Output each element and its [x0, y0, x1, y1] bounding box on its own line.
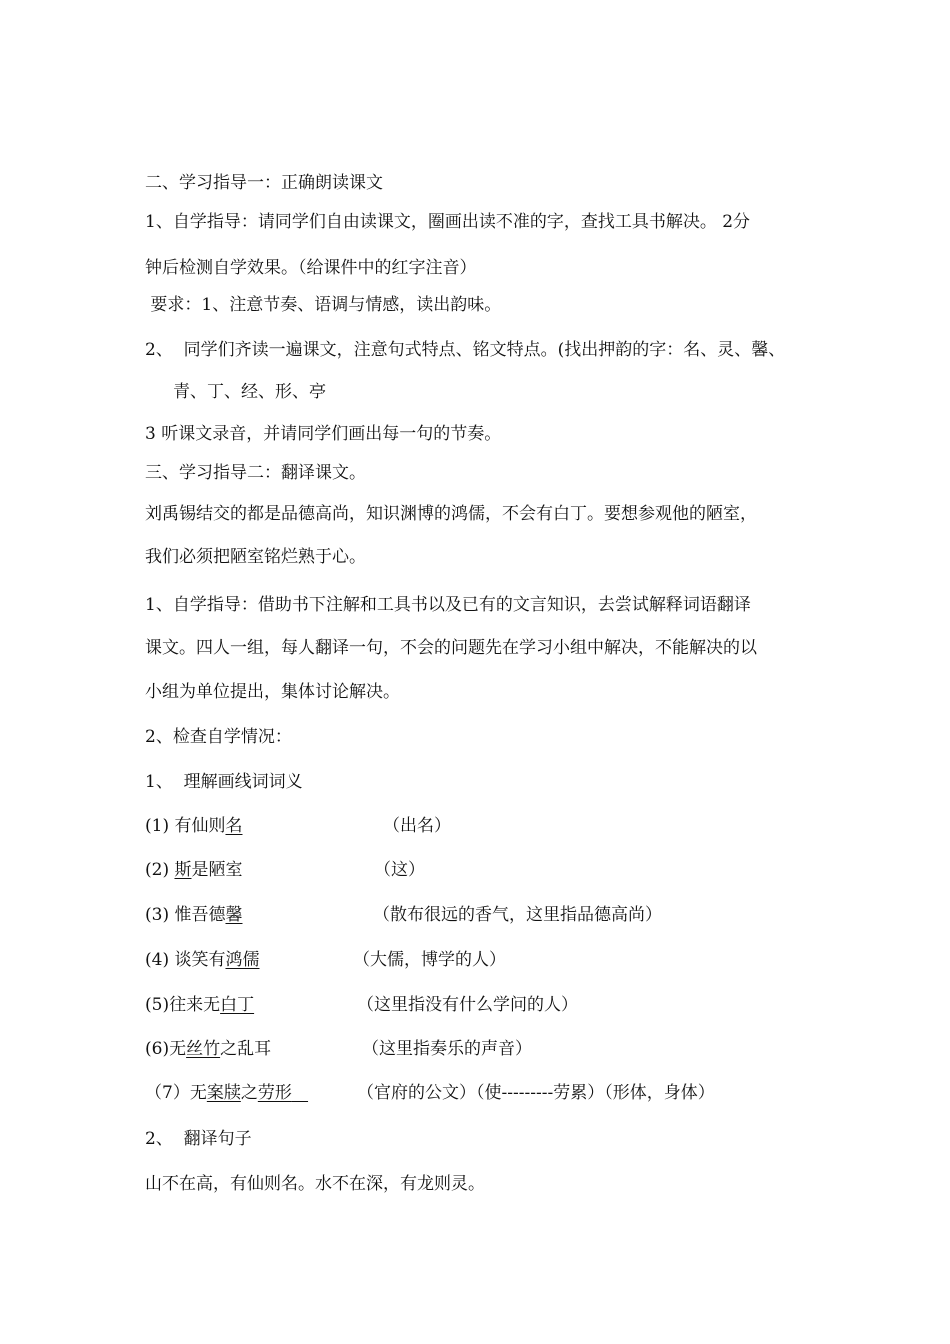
- vocab-pre: 往来无: [169, 995, 221, 1015]
- item2-line1: 2、 同学们齐读一遍课文，注意句式特点、铭文特点。(找出押韵的字：名、灵、馨、: [145, 340, 786, 360]
- requirement-line: 要求：1、注意节奏、语调与情感，读出韵味。: [145, 295, 502, 315]
- vocab-item-7: [145, 1082, 308, 1104]
- vocab-num: (6): [145, 1039, 170, 1059]
- vocab-post: 是陋室: [191, 860, 243, 880]
- vocab-underlined-word: 馨: [225, 905, 243, 925]
- vocab-num: (2): [145, 860, 175, 880]
- vocab-underlined-word: 鸿儒: [225, 950, 260, 970]
- guide-line1: 1、自学指导：借助书下注解和工具书以及已有的文言知识，去尝试解释词语翻译: [145, 595, 751, 615]
- vocab-num: (4): [145, 950, 175, 970]
- vocab-item-1: [145, 815, 242, 837]
- vocab-num: (3): [145, 905, 175, 925]
- vocab-num-and-pre: （7）无: [145, 1083, 207, 1103]
- intro-line1: 刘禹锡结交的都是品德高尚，知识渊博的鸿儒，不会有白丁。要想参观他的陋室，: [145, 504, 757, 524]
- translate-sentence: 山不在高，有仙则名。水不在深，有龙则灵。: [145, 1174, 485, 1194]
- vocab-heading: 1、 理解画线词词义: [145, 772, 303, 792]
- vocab-underlined-word: 名: [225, 816, 243, 836]
- check-line: 2、检查自学情况：: [145, 727, 292, 747]
- item2-line2: 青、丁、经、形、亭: [173, 382, 326, 402]
- vocab-item-6: [145, 1038, 271, 1060]
- vocab-pre: 惟吾德: [174, 905, 226, 925]
- vocab-meaning-5: （这里指没有什么学问的人）: [357, 995, 578, 1015]
- vocab-pre: 有仙则: [174, 816, 226, 836]
- vocab-item-4: [145, 949, 259, 971]
- vocab-meaning-4: （大儒，博学的人）: [353, 950, 506, 970]
- vocab-meaning-7: （官府的公文）（使---------劳累）（形体，身体）: [357, 1083, 715, 1103]
- vocab-underlined-word: 白丁: [220, 995, 255, 1015]
- underline-blank: [292, 1083, 308, 1103]
- vocab-item-5: [145, 994, 254, 1016]
- guide-line3: 小组为单位提出，集体讨论解决。: [145, 682, 400, 702]
- vocab-num: (1): [145, 816, 175, 836]
- vocab-mid: 之: [240, 1083, 258, 1103]
- section2-heading: 二、学习指导一：正确朗读课文: [145, 173, 383, 193]
- vocab-underlined-word: 劳形: [257, 1083, 292, 1103]
- section3-heading: 三、学习指导二：翻译课文。: [145, 463, 366, 483]
- item1-line2: 钟后检测自学效果。（给课件中的红字注音）: [145, 258, 477, 278]
- vocab-pre: 谈笑有: [174, 950, 226, 970]
- vocab-meaning-2: （这）: [374, 860, 425, 880]
- item1-line1: 1、自学指导：请同学们自由读课文，圈画出读不准的字，查找工具书解决。 2分: [145, 212, 751, 232]
- vocab-item-3: [145, 904, 242, 926]
- intro-line2: 我们必须把陋室铭烂熟于心。: [145, 547, 366, 567]
- vocab-meaning-1: （出名）: [383, 816, 451, 836]
- translate-heading: 2、 翻译句子: [145, 1129, 252, 1149]
- vocab-item-2: [145, 859, 242, 881]
- vocab-pre: 无: [169, 1039, 187, 1059]
- vocab-meaning-3: （散布很远的香气，这里指品德高尚）: [373, 905, 662, 925]
- vocab-post: 之乱耳: [220, 1039, 272, 1059]
- vocab-underlined-word: 斯: [174, 860, 192, 880]
- vocab-underlined-word: 丝竹: [186, 1039, 221, 1059]
- vocab-meaning-6: （这里指奏乐的声音）: [362, 1039, 532, 1059]
- vocab-num: (5): [145, 995, 170, 1015]
- guide-line2: 课文。四人一组，每人翻译一句，不会的问题先在学习小组中解决，不能解决的以: [145, 638, 757, 658]
- vocab-underlined-word: 案牍: [206, 1083, 241, 1103]
- item3-line: 3 听课文录音，并请同学们画出每一句的节奏。: [145, 424, 502, 444]
